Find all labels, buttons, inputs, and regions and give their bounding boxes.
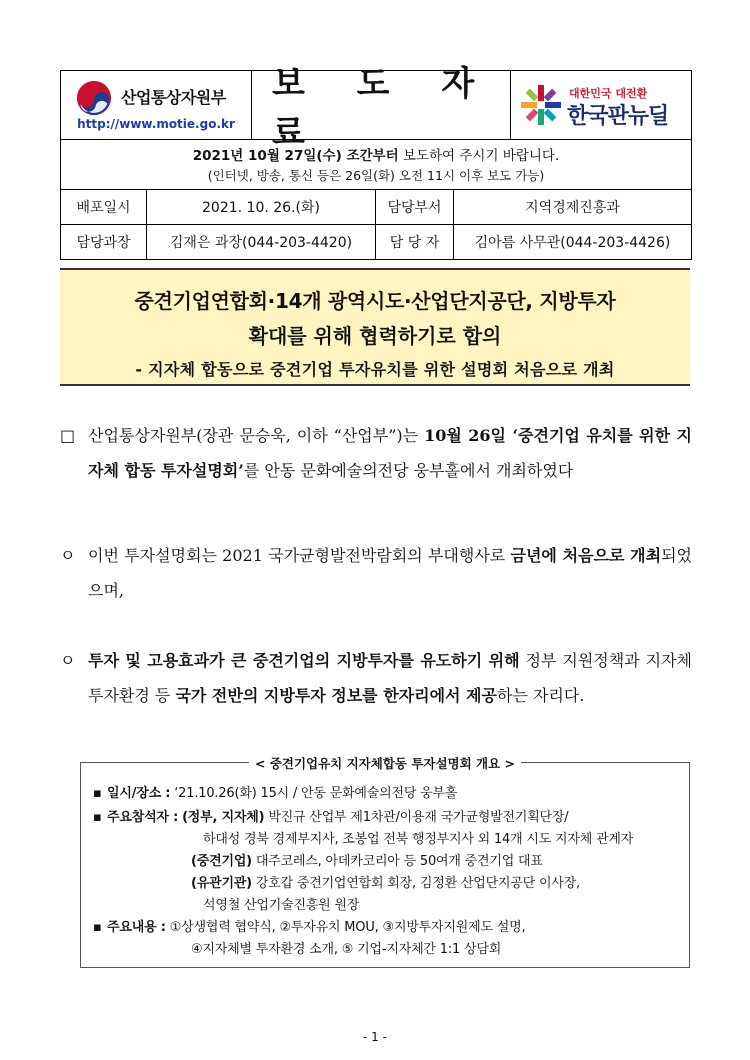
new-deal-wordmark: 한국판뉴딜	[567, 104, 669, 129]
government-value-cont: 하대성 경북 경제부지사, 조봉업 전북 행정부지사 외 14개 시도 지자체 관계자	[203, 832, 634, 847]
p2-bold-a: 금년에 처음으로 개최	[510, 546, 662, 565]
paragraph-1	[60, 418, 692, 488]
square-bullet: ▪	[93, 810, 102, 825]
overview-title	[81, 753, 689, 772]
p3-bold-b: 국가 전반의 지방투자 정보를 한자리에서 제공	[175, 686, 497, 705]
p2-text-a: 이번 투자설명회는 2021 국가균형발전박람회의 부대행사로	[88, 546, 511, 565]
info-row-distribution	[61, 190, 691, 224]
square-bullet: ▪	[93, 920, 102, 935]
new-deal-mark-icon	[519, 83, 563, 127]
info-row-contacts	[61, 224, 691, 259]
paragraph-3-text	[88, 643, 692, 713]
related-orgs-value: 강호갑 중견기업연합회 회장, 김정환 산업단지공단 이사장,	[251, 876, 580, 891]
midsize-firms-row	[191, 851, 543, 873]
embargo-date: 2021년 10월 27일(수) 조간부터	[192, 148, 399, 164]
midsize-firms-value: 대주코레스, 아데카코리아 등 50여개 중견기업 대표	[251, 854, 543, 869]
ministry-name: 산업통상자원부	[121, 88, 226, 107]
director-label: 담당과장	[61, 225, 147, 259]
subheadline: - 지자체 합동으로 중견기업 투자유치를 위한 설명회 처음으로 개최	[135, 360, 615, 379]
date-label: 일시/장소 :	[107, 786, 171, 801]
p3-bold-a: 투자 및 고용효과가 큰 중견기업의 지방투자를 유도하기 위해	[88, 651, 520, 670]
paragraph-2-text	[88, 538, 692, 608]
taegeuk-emblem-icon	[75, 79, 113, 117]
press-release-header	[60, 64, 692, 260]
p1-text-b: 를 안동 문화예술의전당 웅부홀에서 개최하였다	[243, 461, 574, 480]
event-overview-box	[80, 756, 690, 968]
p1-bold-a: 10월 26일 ‘중견기업 유치를 위한 지자체 합동 투자설명회’	[88, 426, 692, 480]
department-label: 담당부서	[376, 190, 454, 224]
embargo-line-1	[61, 144, 691, 164]
date-value: ‘21.10.26(화) 15시 / 안동 문화예술의전당 웅부홀	[170, 786, 458, 801]
content-label: 주요내용 :	[107, 920, 166, 935]
related-orgs-row	[191, 873, 580, 895]
circle-bullet: ㅇ	[60, 546, 76, 565]
content-value-cont: ④지자체별 투자환경 소개, ⑤ 기업-지자체간 1:1 상담회	[191, 942, 502, 957]
headline-box	[60, 268, 690, 386]
document-title: 보 도 자 료	[272, 64, 495, 153]
circle-bullet: ㅇ	[60, 651, 76, 670]
embargo-request: 보도하여 주시기 바랍니다.	[398, 148, 560, 164]
page-number: - 1 -	[363, 1030, 387, 1044]
paragraph-3	[60, 643, 692, 713]
distribution-date-label: 배포일시	[61, 190, 147, 224]
content-value: ①상생협력 협약식, ②투자유치 MOU, ③지방투자지원제도 설명,	[165, 920, 526, 935]
officer-value: 김아름 사무관(044-203-4426)	[474, 235, 671, 251]
paragraph-1-text	[88, 418, 692, 488]
headline-line-2: 확대를 위해 협력하기로 합의	[248, 324, 502, 348]
midsize-firms-label: (중견기업)	[191, 854, 252, 869]
headline-line-1: 중견기업연합회·14개 광역시도·산업단지공단, 지방투자	[134, 289, 616, 313]
square-bullet: □	[60, 426, 76, 445]
p3-text-a: 정부 지원정책과 지자체 투자환경 등	[88, 651, 692, 705]
director-value: 김재은 과장(044-203-4420)	[147, 225, 376, 259]
attendees-label: 주요참석자 :	[107, 810, 179, 825]
square-bullet: ▪	[93, 786, 102, 801]
government-label: (정부, 지자체)	[182, 810, 265, 825]
p1-text-a: 산업통상자원부(장관 문승욱, 이하 “산업부”)는	[88, 426, 425, 445]
korean-new-deal-logo	[510, 71, 691, 139]
embargo-line-2: (인터넷, 방송, 통신 등은 26일(화) 오전 11시 이후 보도 가능)	[207, 168, 545, 183]
ministry-logo-block	[61, 71, 252, 139]
officer-label: 담 당 자	[376, 225, 454, 259]
p3-text-b: 하는 자리다.	[496, 686, 585, 705]
overview-title-text: < 중견기업유치 지자체합동 투자설명회 개요 >	[249, 756, 521, 771]
p2-text-b: 되었으며,	[88, 546, 693, 600]
department-value: 지역경제진흥과	[525, 200, 620, 216]
related-orgs-value-cont: 석영철 산업기술진흥원 원장	[203, 898, 360, 913]
related-orgs-label: (유관기관)	[191, 876, 252, 891]
embargo-notice	[61, 140, 691, 190]
paragraph-2	[60, 538, 692, 608]
overview-content-row	[93, 917, 525, 939]
government-value: 박진규 산업부 제1차관/이용재 국가균형발전기획단장/	[264, 810, 569, 825]
distribution-date-value: 2021. 10. 26.(화)	[147, 190, 376, 224]
ministry-url-link[interactable]: http://www.motie.go.kr	[77, 117, 235, 131]
header-top-row	[61, 64, 691, 153]
overview-date-row	[93, 783, 457, 805]
overview-attendees-row	[93, 807, 568, 829]
new-deal-slogan: 대한민국 대전환	[569, 87, 648, 100]
